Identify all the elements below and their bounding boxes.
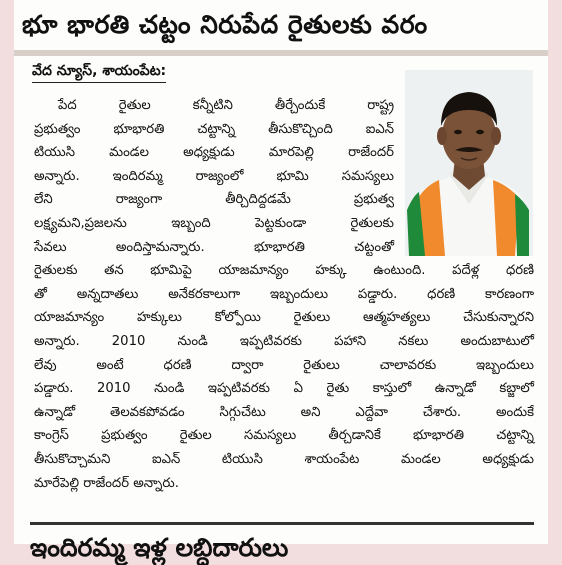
headline-divider (14, 50, 548, 56)
body-line: లేవు అంటే ధరణి ద్వారా రైతులు చాలావరకు ఇబ్బందులు (34, 357, 534, 373)
body-line: పేద రైతుల కన్నీటిని తీర్చేందుకే రాష్ట్ర (58, 98, 394, 113)
body-line: కాంగ్రెస్ ప్రభుత్వం రైతుల సమస్యలు తీర్చడానికే భూభారతి చట్టాన్ని (34, 428, 534, 444)
article-body (34, 94, 534, 495)
body-line: రైతులకు తన భూమిపై యాజమాన్యం హక్కు ఉంటుంది. పదేళ్ల ధరణి (34, 263, 534, 279)
body-line: పడ్డారు. 2010 నుండి ఇప్పటివరకు ఏ రైతు కాస్తులో ఉన్నాడో కబ్జాలో (34, 381, 534, 397)
next-article-headline: ఇందిరమ్మ ఇళ్ల లబ్ధిదారులు (30, 533, 289, 562)
body-line: తో అన్నదాతలు అనేకరకాలుగా ఇబ్బందులు పడ్డారు. ధరణి కారణంగా (34, 286, 534, 302)
article-end-divider (30, 522, 534, 525)
article-headline: భూ భారతి చట్టం నిరుపేద రైతులకు వరం (22, 10, 428, 39)
body-line: లక్ష్యమని,ప్రజలను ఇబ్బంది పెట్టకుండా రైతులకు (34, 215, 394, 231)
body-line: లేని రాజ్యంగా తీర్చిదిద్దడమే ప్రభుత్వ (34, 192, 394, 208)
body-line: ఉన్నాడో తెలవకపోవడం సిగ్గుచేటు అని ఎద్దేవా చేశారు. అందుకే (34, 404, 534, 420)
body-line: మారేపెల్లి రాజేందర్ అన్నారు. (34, 475, 179, 491)
body-line: ప్రభుత్వం భూభారతి చట్టాన్ని తీసుకొచ్చింది ఐఎన్ (34, 121, 394, 137)
body-line: అన్నారు. 2010 నుండి ఇప్పటివరకు పహాని నకలు అందుబాటులో (34, 333, 534, 349)
body-line: అన్నారు. ఇందిరమ్మ రాజ్యంలో భూమి సమస్యలు (34, 168, 394, 184)
body-line: యాజమాన్యం హక్కులు కోల్పోయి రైతులు ఆత్మహత్యలు చేసుకున్నారని (34, 310, 534, 326)
body-line: సేవలు అందిస్తామన్నారు. భూభారతి చట్టంతో (34, 239, 394, 255)
body-line: తీసుకొచ్చామని ఐఎన్ టియుసి శాయంపేట మండల అధ్యక్షుడు (34, 451, 534, 467)
body-line: టియుసి మండల అధ్యక్షుడు మారపెల్లి రాజేందర్ (34, 145, 394, 161)
article-dateline: వేద న్యూస్, శాయంపేట: (32, 61, 166, 83)
